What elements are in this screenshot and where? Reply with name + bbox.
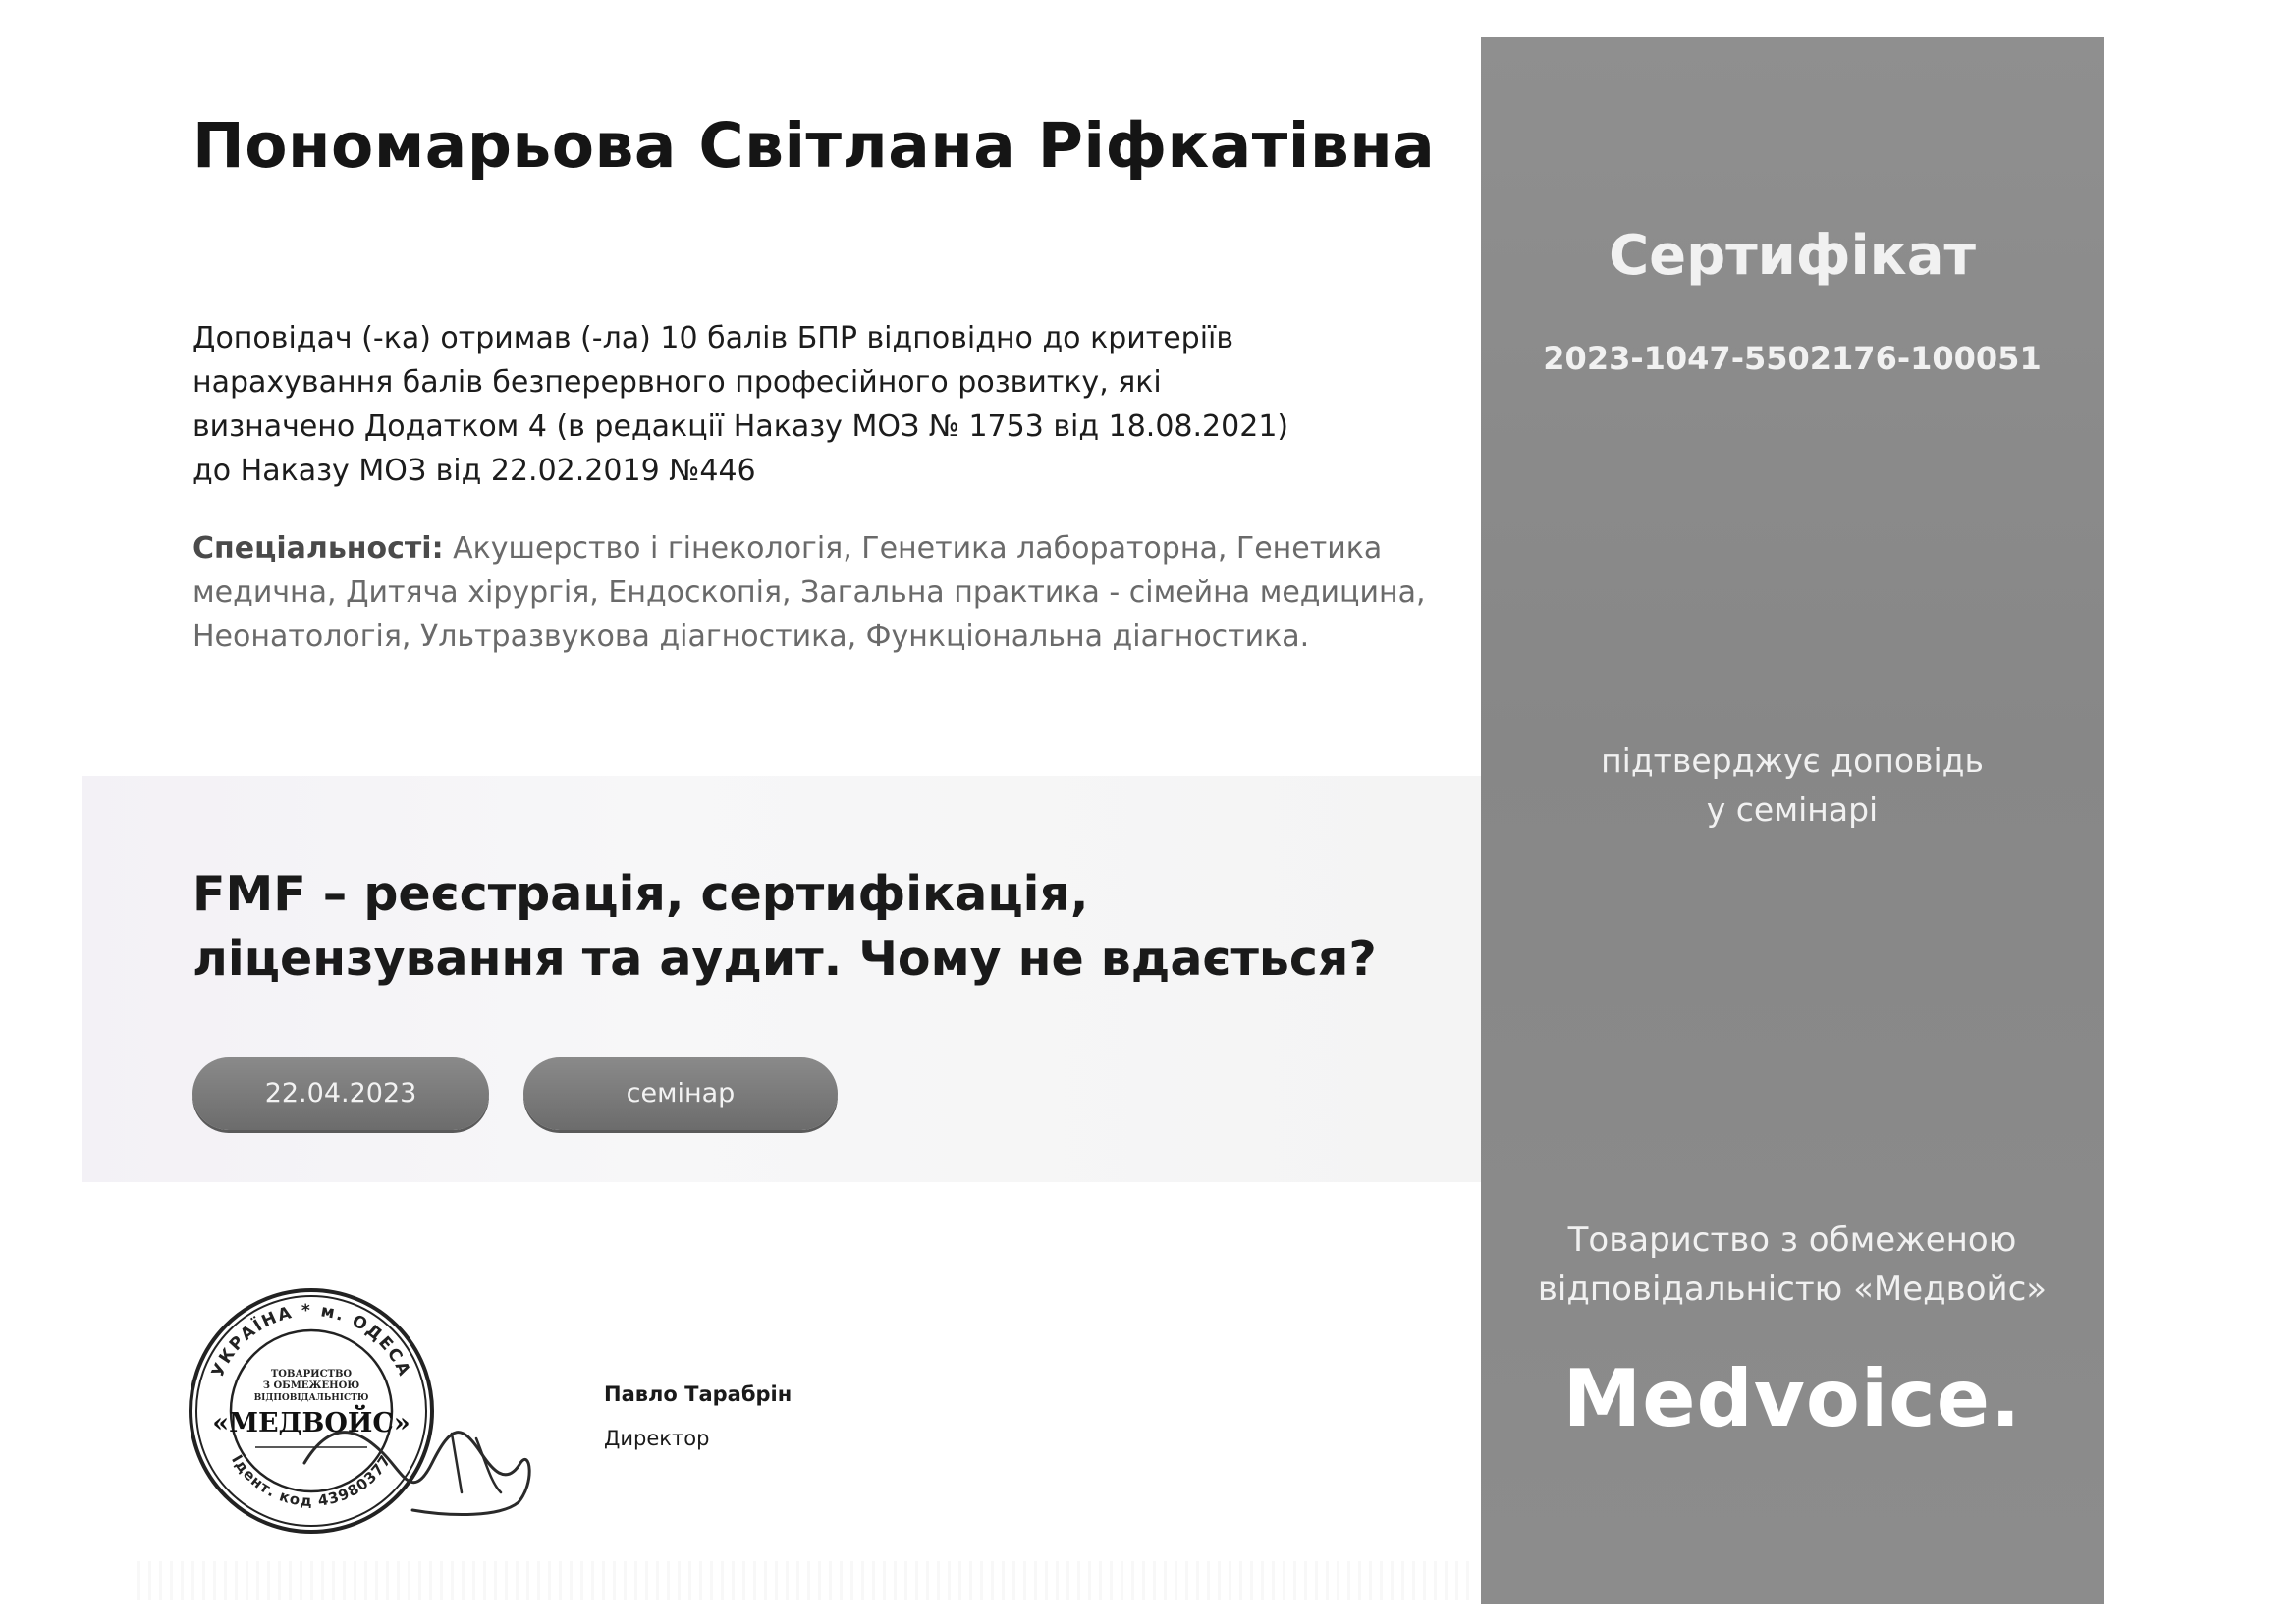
seal-center-text: «МЕДВОЙС» bbox=[212, 1408, 410, 1438]
credits-line: визначено Додатком 4 (в редакції Наказу МОЗ № 1753 від 18.08.2021) bbox=[192, 409, 1289, 444]
credits-line: до Наказу МОЗ від 22.02.2019 №446 bbox=[192, 454, 756, 488]
signatory-role: Директор bbox=[604, 1427, 710, 1450]
credits-line: нарахування балів безперервного професійного розвитку, які bbox=[192, 365, 1162, 400]
specialties-text: Акушерство і гінекологія, Генетика лабораторна, Генетика bbox=[443, 531, 1383, 566]
seal-line: З ОБМЕЖЕНОЮ bbox=[262, 1380, 360, 1391]
organization-line: відповідальністю «Медвойс» bbox=[1537, 1270, 2048, 1309]
event-title bbox=[192, 862, 1377, 992]
specialties-block bbox=[192, 526, 1426, 659]
certificate-confirms bbox=[1481, 736, 2104, 835]
confirms-line: у семінарі bbox=[1706, 790, 1879, 829]
certificate-number: 2023-1047-5502176-100051 bbox=[1543, 340, 2042, 377]
director-signature bbox=[295, 1394, 550, 1532]
specialties-line: Неонатологія, Ультразвукова діагностика, Функціональна діагностика. bbox=[192, 620, 1310, 654]
issuing-organization bbox=[1481, 1216, 2104, 1314]
seal-outer-text: УКРАЇНА * м. ОДЕСА bbox=[207, 1300, 415, 1380]
signatory-name: Павло Тарабрін bbox=[604, 1382, 793, 1406]
specialties-line: медична, Дитяча хірургія, Ендоскопія, Загальна практика - сімейна медицина, bbox=[192, 575, 1426, 610]
confirms-line: підтверджує доповідь bbox=[1601, 741, 1984, 780]
event-title-line: ліцензування та аудит. Чому не вдається? bbox=[192, 931, 1377, 987]
event-title-line: FMF – реєстрація, сертифікація, bbox=[192, 866, 1089, 922]
organization-line: Товариство з обмеженою bbox=[1567, 1220, 2017, 1260]
specialties-label: Спеціальності: bbox=[192, 531, 444, 566]
recipient-name: Пономарьова Світлана Ріфкатівна bbox=[192, 110, 1436, 182]
event-date-badge: 22.04.2023 bbox=[192, 1057, 489, 1130]
scan-artifact bbox=[137, 1561, 1473, 1600]
credits-line: Доповідач (-ка) отримав (-ла) 10 балів БПР відповідно до критеріїв bbox=[192, 321, 1234, 355]
credits-statement bbox=[192, 316, 1371, 493]
certificate-title: Сертифікат bbox=[1609, 224, 1976, 288]
seal-line: ТОВАРИСТВО bbox=[270, 1369, 353, 1380]
certificate-side-panel bbox=[1481, 37, 2104, 1604]
seal-line: ВІДПОВІДАЛЬНІСТЮ bbox=[253, 1393, 369, 1403]
medvoice-logo: Medvoice. bbox=[1562, 1353, 2022, 1444]
specialties-line bbox=[192, 526, 1420, 570]
event-type-badge: семінар bbox=[523, 1057, 838, 1130]
seal-bottom-text: Ідент. код 43980377 bbox=[228, 1451, 395, 1511]
